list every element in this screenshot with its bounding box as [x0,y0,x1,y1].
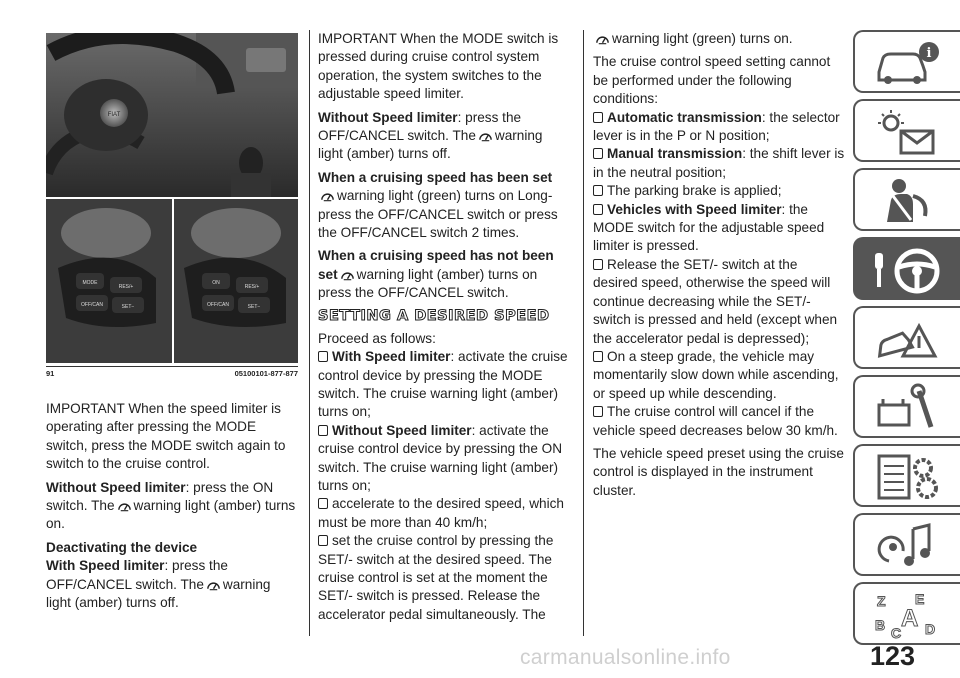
svg-text:C: C [891,625,902,640]
continued-text: warning light (green) turns on. [593,30,845,48]
list-item: The parking brake is applied; [593,182,845,200]
warning-lights-icon [873,107,943,157]
tab-emergency[interactable] [853,306,960,369]
cruise-warning-icon [478,130,493,142]
checkbox-bullet-icon [318,425,328,436]
list-item: Release the SET/- switch at the desired speed, otherwise the speed will continue decreasing while the SET/- switch is pressed and held (except when the accelerator pedal is depressed); [593,256,838,346]
cruise-warning-icon [340,269,355,281]
column-divider-2 [583,30,584,636]
svg-text:Z: Z [877,593,886,609]
multimedia-icon [873,521,943,571]
cruising-set-heading: When a cruising speed has been set [318,169,553,185]
checkbox-bullet-icon [593,406,603,417]
cruising-not-set: When a cruising speed has not been set warning light (amber) turns on press the OFF/CANCEL switch. [318,248,554,301]
tab-warning-lights[interactable] [853,99,960,162]
figure-caption [46,366,298,378]
section-title: SETTING A DESIRED SPEED [318,307,550,324]
important-note-2: IMPORTANT When the MODE switch is pressed during cruise control system operation, the system switches to the adjustable speed limiter. [318,31,559,102]
deactivating-heading: Deactivating the device [46,539,198,555]
tab-maintenance[interactable] [853,375,960,438]
without-limiter-off: Without Speed limiter: press the OFF/CANCEL switch. The warning light (amber) turns off. [318,109,543,162]
without-limiter-on: Without Speed limiter: press the ON switch. The warning light (amber) turns on. [46,479,296,532]
checkbox-bullet-icon [593,259,603,270]
on-button-label: ON [212,280,220,286]
cruise-warning-icon [117,500,132,512]
checkbox-bullet-icon [318,351,328,362]
emergency-icon [873,314,943,364]
cruising-set-text: warning light (green) turns on Long-press the OFF/CANCEL switch or press the OFF/CANCEL switch 2 times. [318,188,558,241]
res-button-label: RES/+ [118,284,134,290]
maintenance-icon [873,383,943,433]
preset-text: The vehicle speed preset using the cruise control is displayed in the instrument cluster. [593,445,844,498]
tab-specs[interactable] [853,444,960,507]
list-item: On a steep grade, the vehicle may momentarily slow down while ascending, or speed up while descending. [593,348,839,401]
proceed-text: Proceed as follows: [318,330,436,346]
svg-text:FIAT: FIAT [107,112,121,118]
watermark: carmanualsonline.info [520,646,731,669]
svg-text:E: E [915,591,925,607]
svg-text:D: D [925,621,936,637]
cannot-set-text: The cruise control speed setting cannot be performed under the following conditions: [593,54,831,107]
checkbox-bullet-icon [593,148,603,159]
off-cancel-button-label: OFF/CAN [81,302,103,308]
tab-starting-driving[interactable] [853,237,960,300]
column-divider-1 [309,30,310,636]
svg-text:A: A [901,605,919,632]
list-item: With Speed limiter: activate the cruise control device by pressing the MODE switch. The cruise warning light (amber) turns on; [318,349,568,420]
list-item: set the cruise control by pressing the SET/- switch at the desired speed. The cruise control is set at the moment the SET/- switch is pressed. Release the accelerator pedal simultaneously. The [318,533,554,622]
cruise-warning-icon [320,190,335,202]
figure-number: 91 [46,369,55,378]
list-item: Manual transmission: the shift lever is in the neutral position; [593,146,845,180]
cruise-warning-icon [206,579,221,591]
figure-photo [46,33,298,363]
page-number: 123 [870,641,916,671]
important-note-1: IMPORTANT When the speed limiter is operating after pressing the MODE switch, press the MODE switch again to switch to the cruise control. [46,401,286,472]
column-3 [593,30,845,505]
mode-button-label: MODE [82,280,98,286]
index-icon [873,590,943,640]
column-1 [46,400,298,617]
checkbox-bullet-icon [593,204,603,215]
res-button-label-2: RES/+ [244,284,260,290]
checkbox-bullet-icon [593,351,603,362]
tab-multimedia[interactable] [853,513,960,576]
tab-car-info[interactable] [853,30,960,93]
set-button-label: SET− [121,304,135,310]
cruise-warning-icon [595,33,610,45]
figure-code: 05100101-877-877 [234,369,298,378]
list-item: Vehicles with Speed limiter: the MODE switch for the adjustable speed limiter is pressed. [593,201,825,254]
car-info-icon [873,38,943,88]
set-button-label-2: SET− [247,304,261,310]
safety-icon [873,176,943,226]
checkbox-bullet-icon [318,498,328,509]
specs-icon [873,452,943,502]
list-item: Automatic transmission: the selector lever is in the P or N position; [593,109,840,144]
list-item: The cruise control will cancel if the vehicle speed decreases below 30 km/h. [593,404,838,438]
list-item: accelerate to the desired speed, which must be more than 40 km/h; [318,496,564,530]
checkbox-bullet-icon [593,112,603,123]
svg-text:i: i [926,46,932,61]
checkbox-bullet-icon [318,535,328,546]
with-limiter-off: With Speed limiter: press the OFF/CANCEL switch. The warning light (amber) turns off. [46,558,271,611]
checkbox-bullet-icon [593,185,603,196]
tab-safety[interactable] [853,168,960,231]
list-item: Without Speed limiter: activate the cruise control device by pressing the ON switch. The cruise warning light (amber) turns on; [318,422,563,493]
tab-index[interactable] [853,582,960,645]
off-cancel-button-label-2: OFF/CAN [207,302,229,308]
column-2 [318,30,570,624]
steering-wheel-icon [873,245,953,295]
svg-text:B: B [875,617,886,633]
